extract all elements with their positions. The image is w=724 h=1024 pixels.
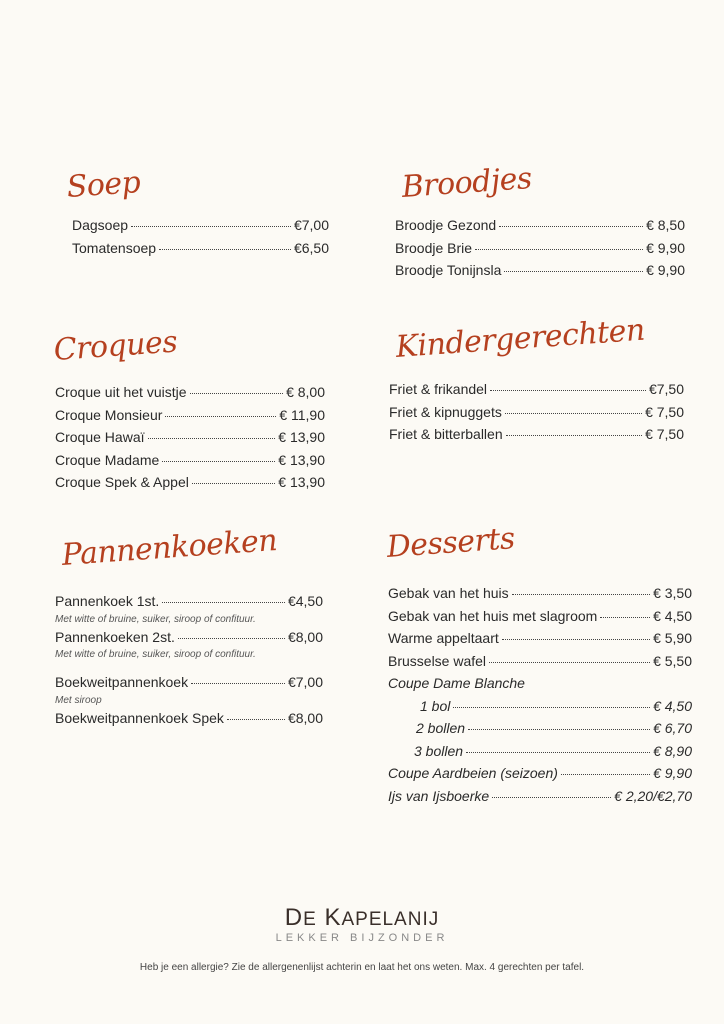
section-kindergerechten: [389, 312, 684, 449]
menu-item: Broodje Tonijnsla € 9,90: [395, 262, 685, 278]
heading-croques: Croques: [52, 324, 179, 368]
dot-leader: [131, 226, 291, 227]
dot-leader: [227, 719, 285, 720]
item-note: Met witte of bruine, suiker, siroop of confituur.: [55, 613, 256, 625]
menu-item: Ijs van Ijsboerke € 2,20/€2,70: [388, 787, 692, 804]
menu-item: Boekweitpannenkoek Spek €8,00: [55, 709, 323, 726]
menu-item: Croque Spek & Appel € 13,90: [55, 474, 325, 490]
dot-leader: [475, 249, 643, 250]
brand-logo: [0, 904, 724, 944]
dot-leader: [159, 249, 291, 250]
section-broodjes: [395, 161, 685, 285]
dot-leader: [506, 435, 642, 436]
menu-item: Dagsoep €7,00: [72, 217, 329, 233]
heading-desserts: Desserts: [385, 521, 516, 565]
menu-item: Broodje Gezond € 8,50: [395, 217, 685, 233]
menu-item: Warme appeltaart € 5,90: [388, 630, 692, 646]
menu-item: Friet & bitterballen € 7,50: [389, 426, 684, 442]
menu-item: 2 bollen € 6,70: [416, 720, 692, 736]
menu-item: Coupe Aardbeien (seizoen) € 9,90: [388, 765, 692, 781]
heading-soep: Soep: [65, 164, 142, 205]
section-soep: [65, 164, 329, 262]
menu-item: Croque Monsieur € 11,90: [55, 406, 325, 423]
dot-leader: [505, 413, 642, 414]
dot-leader: [148, 438, 276, 439]
dot-leader: [600, 617, 650, 618]
section-croques: [52, 324, 325, 497]
coupe-header: Coupe Dame Blanche: [388, 675, 525, 691]
section-desserts: [385, 521, 692, 810]
dot-leader: [468, 729, 650, 730]
section-pannenkoeken: [55, 523, 323, 732]
dot-leader: [502, 639, 650, 640]
menu-item: Croque uit het vuistje € 8,00: [55, 384, 325, 400]
item-note: Met siroop: [55, 694, 102, 706]
heading-kindergerechten: Kindergerechten: [394, 312, 646, 365]
dot-leader: [191, 683, 285, 684]
menu-item: Pannenkoeken 2st. €8,00: [55, 628, 323, 645]
menu-item: Gebak van het huis € 3,50: [388, 585, 692, 601]
menu-item: Broodje Brie € 9,90: [395, 239, 685, 256]
menu-item: Friet & kipnuggets € 7,50: [389, 403, 684, 420]
heading-broodjes: Broodjes: [400, 161, 533, 205]
dot-leader: [492, 797, 611, 798]
heading-pannenkoeken: Pannenkoeken: [60, 523, 279, 573]
dot-leader: [165, 416, 276, 417]
dot-leader: [512, 594, 650, 595]
dot-leader: [504, 271, 643, 272]
dot-leader: [162, 461, 275, 462]
dot-leader: [490, 390, 646, 391]
dot-leader: [453, 707, 650, 708]
menu-item: Tomatensoep €6,50: [72, 239, 329, 256]
item-note: Met witte of bruine, suiker, siroop of confituur.: [55, 649, 256, 660]
menu-item: Croque Madame € 13,90: [55, 451, 325, 468]
allergy-note: Heb je een allergie? Zie de allergenenlijst achterin en laat het ons weten. Max. 4 gerechten per tafel.: [139, 962, 585, 973]
dot-leader: [499, 226, 643, 227]
dot-leader: [178, 638, 285, 639]
dot-leader: [561, 774, 650, 775]
dot-leader: [190, 393, 284, 394]
dot-leader: [489, 662, 650, 663]
menu-item: Boekweitpannenkoek €7,00: [55, 674, 323, 690]
menu-item: Friet & frikandel €7,50: [389, 381, 684, 397]
dot-leader: [162, 602, 285, 603]
dot-leader: [192, 483, 275, 484]
dot-leader: [466, 752, 650, 753]
brand-title: DE KAPELANIJ: [284, 904, 440, 931]
brand-subtitle: LEKKER BIJZONDER: [275, 932, 449, 944]
menu-item: Croque Hawaï € 13,90: [55, 429, 325, 445]
menu-item: 1 bol € 4,50: [420, 697, 692, 714]
menu-item: Gebak van het huis met slagroom € 4,50: [388, 607, 692, 624]
menu-item: Pannenkoek 1st. €4,50: [55, 593, 323, 609]
menu-item: 3 bollen € 8,90: [414, 742, 692, 759]
menu-item: Brusselse wafel € 5,50: [388, 652, 692, 669]
